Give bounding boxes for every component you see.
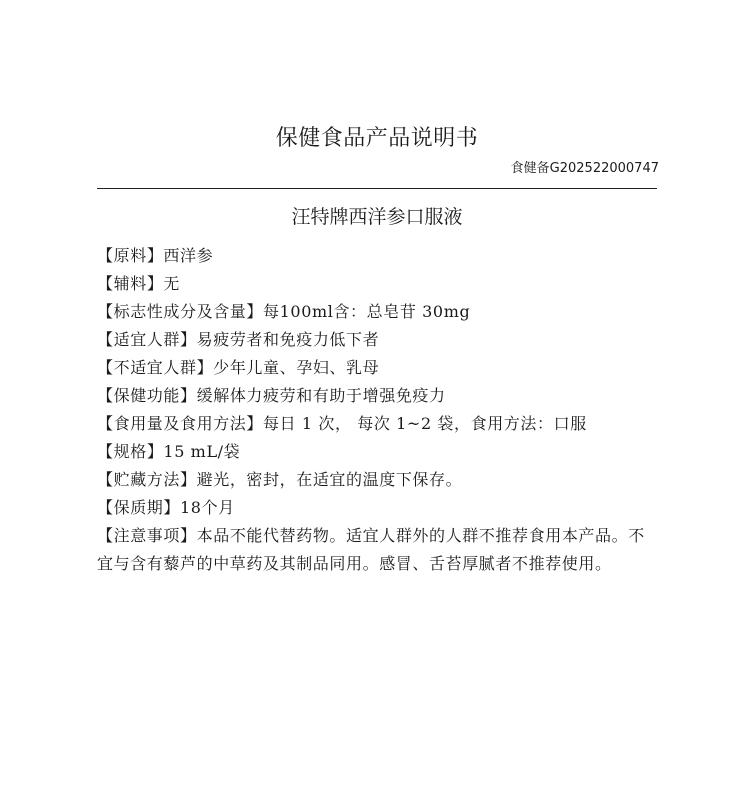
bracket-open: 【	[97, 414, 114, 433]
spec-label: 规格	[113, 442, 147, 461]
bracket-open: 【	[97, 470, 114, 489]
spec-label: 原料	[113, 246, 147, 265]
spec-value: 15 mL/袋	[163, 442, 241, 461]
spec-list	[97, 242, 659, 578]
spec-row-excipients	[97, 270, 659, 298]
bracket-close: 】	[180, 526, 197, 545]
spec-row-suitable-population	[97, 326, 659, 354]
bracket-open: 【	[97, 526, 114, 545]
bracket-open: 【	[97, 498, 114, 517]
bracket-close: 】	[163, 498, 181, 517]
spec-label: 标志性成分及含量	[113, 302, 247, 321]
spec-row-ingredients	[97, 242, 659, 270]
spec-value: 易疲劳者和免疫力低下者	[196, 330, 380, 349]
bracket-close: 】	[146, 274, 164, 293]
spec-label: 适宜人群	[113, 330, 181, 349]
bracket-close: 】	[146, 442, 164, 461]
bracket-open: 【	[97, 442, 114, 461]
bracket-open: 【	[97, 330, 114, 349]
spec-label: 辅料	[113, 274, 147, 293]
spec-value: 缓解体力疲劳和有助于增强免疫力	[196, 386, 446, 405]
spec-value: 少年儿童、孕妇、乳母	[213, 358, 380, 377]
bracket-open: 【	[97, 386, 114, 405]
registration-number: 食健备G202522000747	[510, 161, 659, 176]
spec-label: 注意事项	[113, 526, 181, 545]
bracket-open: 【	[97, 246, 114, 265]
bracket-close: 】	[180, 470, 197, 489]
spec-row-dosage	[97, 410, 659, 438]
bracket-open: 【	[97, 274, 114, 293]
spec-value: 每日 1 次， 每次 1~2 袋，食用方法：口服	[263, 414, 587, 433]
bracket-close: 】	[146, 246, 164, 265]
bracket-close: 】	[196, 358, 214, 377]
spec-row-specification	[97, 438, 659, 466]
bracket-close: 】	[180, 386, 197, 405]
spec-value: 避光，密封，在适宜的温度下保存。	[196, 470, 463, 489]
spec-row-health-function	[97, 382, 659, 410]
bracket-close: 】	[180, 330, 197, 349]
spec-value: 18个月	[180, 498, 235, 517]
spec-value: 西洋参	[163, 246, 214, 265]
spec-row-precautions	[97, 522, 659, 578]
bracket-close: 】	[246, 302, 264, 321]
bracket-open: 【	[97, 358, 114, 377]
spec-value: 无	[163, 274, 181, 293]
spec-label: 不适宜人群	[113, 358, 197, 377]
spec-label: 食用量及食用方法	[113, 414, 247, 433]
divider-line	[97, 188, 657, 189]
product-name: 汪特牌西洋参口服液	[291, 206, 463, 228]
bracket-open: 【	[97, 302, 114, 321]
bracket-close: 】	[246, 414, 264, 433]
spec-row-shelf-life	[97, 494, 659, 522]
spec-value: 每100ml含：总皂苷 30mg	[263, 302, 471, 321]
spec-row-unsuitable-population	[97, 354, 659, 382]
spec-row-marker-content	[97, 298, 659, 326]
spec-label: 贮藏方法	[113, 470, 181, 489]
spec-value: 本品不能代替药物。适宜人群外的人群不推荐食用本产品。不宜与含有藜芦的中草药及其制品同用。感冒、舌苔厚腻者不推荐使用。	[97, 526, 645, 573]
spec-row-storage	[97, 466, 659, 494]
document-title: 保健食品产品说明书	[275, 126, 479, 151]
spec-label: 保健功能	[113, 386, 181, 405]
spec-label: 保质期	[113, 498, 164, 517]
